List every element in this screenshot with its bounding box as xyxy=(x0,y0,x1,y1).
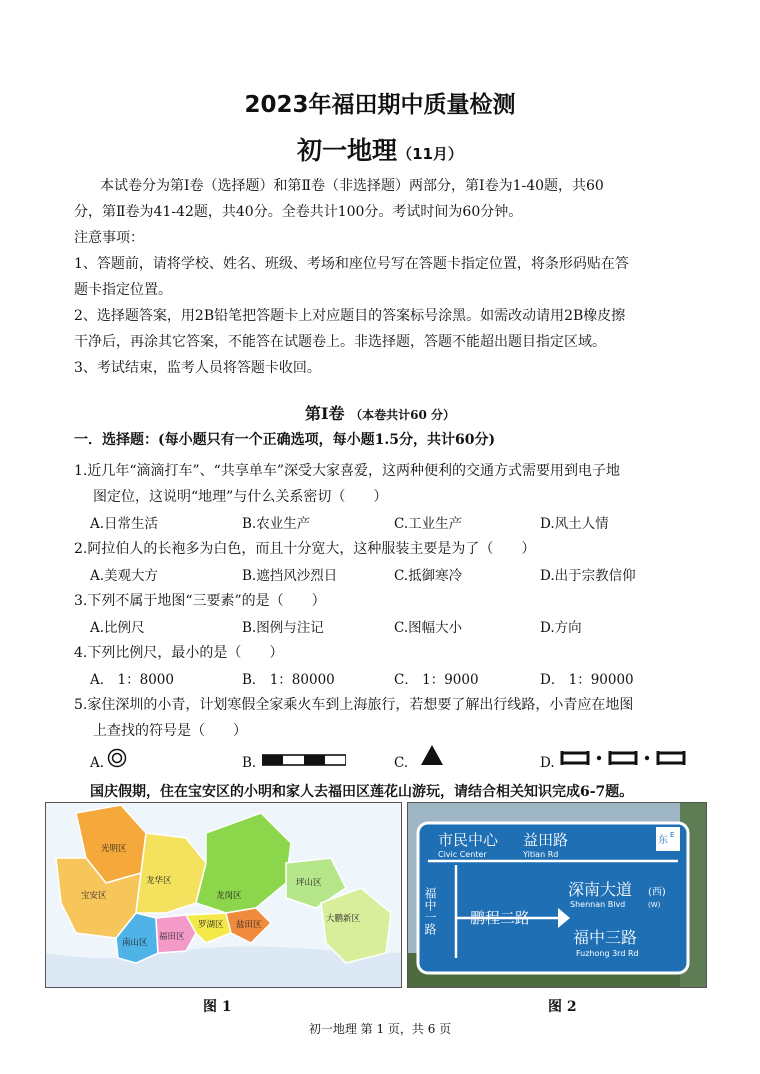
section-note: （本卷共计60 分） xyxy=(350,408,455,422)
exam-title: 2023年福田期中质量检测 xyxy=(244,92,516,118)
sign-bottom-cn: 福中三路 xyxy=(573,928,638,947)
section-title xyxy=(0,401,760,424)
label-longhua: 龙华区 xyxy=(146,876,172,886)
road-sign-photo xyxy=(407,802,707,988)
exam-month: （11月） xyxy=(397,145,463,163)
subject-name: 初一地理 xyxy=(297,136,398,165)
q3-option-c: C.图幅大小 xyxy=(394,620,463,636)
q2-option-b: B.遮挡风沙烈日 xyxy=(242,568,338,584)
sign-top-right-cn: 益田路 xyxy=(523,831,569,849)
intro-line-1: 本试卷分为第Ⅰ卷（选择题）和第Ⅱ卷（非选择题）两部分，第Ⅰ卷为1-40题，共60 xyxy=(100,178,604,194)
notice-2b: 干净后，再涂其它答案，不能答在试题卷上。非选择题，答题不能超出题目指定区域。 xyxy=(74,334,606,350)
intro-line-2: 分，第Ⅱ卷为41-42题，共40分。全卷共计100分。考试时间为60分钟。 xyxy=(74,204,523,220)
q4-option-b: B． 1：80000 xyxy=(242,672,335,688)
double-circle-icon xyxy=(106,747,128,769)
notice-title: 注意事项： xyxy=(74,230,144,246)
q5-option-a-label: A. xyxy=(90,755,105,771)
q3-option-a: A.比例尺 xyxy=(90,620,145,636)
figure-2-caption: 图 2 xyxy=(548,999,577,1015)
q1-option-b: B.农业生产 xyxy=(242,516,311,532)
notice-1b: 题卡指定位置。 xyxy=(74,282,172,298)
q1-option-d: D.风土人情 xyxy=(540,516,609,532)
q2-option-c: C.抵御寒冷 xyxy=(394,568,463,584)
section-name: 第Ⅰ卷 xyxy=(305,404,345,423)
sign-top-left-en: Civic Center xyxy=(438,850,487,859)
sign-top-left-cn: 市民中心 xyxy=(438,831,499,849)
label-longgang: 龙岗区 xyxy=(216,891,242,901)
label-futian: 福田区 xyxy=(159,932,185,942)
sign-right-en: Shennan Blvd xyxy=(570,900,626,909)
sign-right-note-en: (W) xyxy=(648,901,661,909)
q1-option-c: C.工业生产 xyxy=(394,516,463,532)
notice-2a: 2、选择题答案，用2B铅笔把答题卡上对应题目的答案标号涂黑。如需改动请用2B橡皮擦 xyxy=(74,308,626,324)
q3-option-b: B.图例与注记 xyxy=(242,620,324,636)
map-drawing xyxy=(46,803,401,987)
sign-right-cn: 深南大道 xyxy=(568,880,633,899)
label-luohu: 罗湖区 xyxy=(198,920,224,930)
q4-option-c: C． 1：9000 xyxy=(394,672,479,688)
q3-line: 3.下列不属于地图“三要素”的是（ ） xyxy=(74,593,326,609)
sign-vertical-road: 福中一路 xyxy=(423,887,437,935)
sign-top-right-en: Yitian Rd xyxy=(523,850,559,859)
q5-option-b-label: B. xyxy=(242,755,257,771)
notice-3: 3、考试结束，监考人员将答题卡收回。 xyxy=(74,360,321,376)
sign-compass-e: E xyxy=(670,831,675,839)
q5-option-c-label: C. xyxy=(394,755,409,771)
q3-option-d: D.方向 xyxy=(540,620,582,636)
label-pingshan: 坪山区 xyxy=(296,878,322,888)
boundary-line-icon xyxy=(560,747,690,769)
q4-line: 4.下列比例尺，最小的是（ ） xyxy=(74,645,284,661)
label-yantian: 盐田区 xyxy=(236,920,262,930)
sign-drawing xyxy=(408,803,706,987)
q5-option-d-label: D. xyxy=(540,755,555,771)
q5-line-b: 上查找的符号是（ ） xyxy=(93,723,247,739)
q6-7-intro: 国庆假期，住在宝安区的小明和家人去福田区莲花山游玩，请结合相关知识完成6-7题。 xyxy=(90,784,634,800)
q4-option-a: A． 1：8000 xyxy=(90,672,174,688)
label-baoan: 宝安区 xyxy=(81,891,107,901)
sign-right-note: (西) xyxy=(648,887,666,898)
sign-bottom-en: Fuzhong 3rd Rd xyxy=(576,949,639,958)
railway-symbol-icon xyxy=(262,753,346,767)
triangle-mountain-icon xyxy=(420,744,444,766)
q2-option-d: D.出于宗教信仰 xyxy=(540,568,636,584)
q5-line-a: 5.家住深圳的小青，计划寒假全家乘火车到上海旅行，若想要了解出行线路，小青应在地图 xyxy=(74,697,634,713)
q1-line-b: 图定位，这说明“地理”与什么关系密切（ ） xyxy=(93,489,388,505)
sign-middle-road: 鹏程二路 xyxy=(470,909,531,927)
sign-compass: 东 xyxy=(658,835,668,846)
label-dapeng: 大鹏新区 xyxy=(326,914,361,924)
exam-subtitle xyxy=(0,131,760,167)
q2-option-a: A.美观大方 xyxy=(90,568,159,584)
label-guangming: 光明区 xyxy=(101,844,127,854)
q2-line: 2.阿拉伯人的长袍多为白色，而且十分宽大，这种服装主要是为了（ ） xyxy=(74,541,536,557)
q1-line-a: 1.近几年“滴滴打车”、“共享单车”深受大家喜爱，这两种便利的交通方式需要用到电子地 xyxy=(74,463,620,479)
notice-1a: 1、答题前，请将学校、姓名、班级、考场和座位号写在答题卡指定位置，将条形码贴在答 xyxy=(74,256,629,272)
q1-option-a: A.日常生活 xyxy=(90,516,159,532)
section-heading: 一．选择题：(每小题只有一个正确选项，每小题1.5分，共计60分) xyxy=(74,432,496,448)
page-footer: 初一地理 第 1 页，共 6 页 xyxy=(308,1022,452,1036)
figure-1-caption: 图 1 xyxy=(203,999,232,1015)
shenzhen-district-map xyxy=(45,802,402,988)
label-nanshan: 南山区 xyxy=(122,938,148,948)
q4-option-d: D． 1：90000 xyxy=(540,672,634,688)
